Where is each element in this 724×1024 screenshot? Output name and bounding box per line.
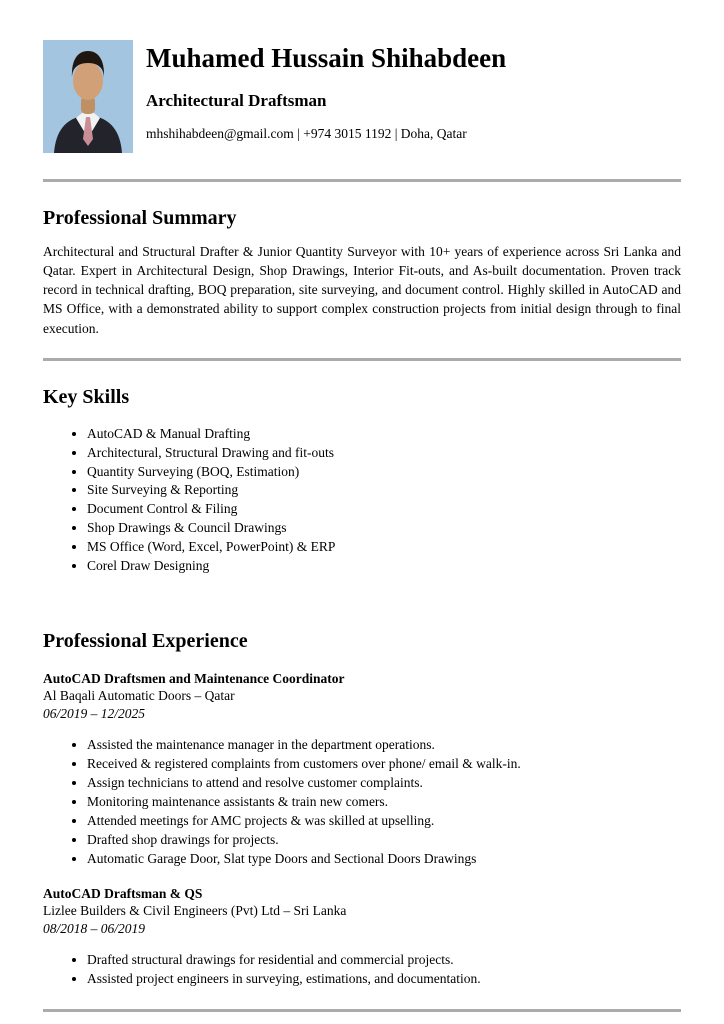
job-company: Lizlee Builders & Civil Engineers (Pvt) Ltd – Sri Lanka [43, 903, 347, 919]
job-title: AutoCAD Draftsmen and Maintenance Coordinator [43, 670, 345, 686]
job-bullet: • Automatic Garage Door, Slat type Doors and Sectional Doors Drawings [87, 851, 681, 868]
job-title: AutoCAD Draftsman & QS [43, 885, 203, 901]
summary-text: Architectural and Structural Drafter & Junior Quantity Surveyor with 10+ years of experience across Sri Lanka and Qatar. Expert in Architectural Design, Shop Drawings, Interior Fit-outs, and As-built documentation. Proven track record in technical drafting, BOQ preparation, site surveying, and document control. Highly skilled in AutoCAD and MS Office, with a demonstrated ability to support complex construction projects from initial design through to final execution. [43, 244, 681, 336]
header-text [146, 40, 506, 142]
skill-item: • Document Control & Filing [87, 501, 681, 518]
section-divider [43, 358, 681, 361]
job-dates: 08/2018 – 06/2019 [43, 920, 146, 936]
job-dates: 06/2019 – 12/2025 [43, 705, 146, 721]
job-bullet-list [43, 952, 681, 988]
job-bullet: • Received & registered complaints from customers over phone/ email & walk-in. [87, 756, 681, 773]
skill-item: • Shop Drawings & Council Drawings [87, 520, 681, 537]
job-bullet: • Assign technicians to attend and resolve customer complaints. [87, 775, 681, 792]
skill-item: • AutoCAD & Manual Drafting [87, 426, 681, 443]
job-company: Al Baqali Automatic Doors – Qatar [43, 688, 235, 704]
resume-header [43, 40, 681, 153]
skills-list [43, 426, 681, 575]
job-bullet: • Assisted the maintenance manager in the department operations. [87, 737, 681, 754]
job-bullet: • Drafted shop drawings for projects. [87, 832, 681, 849]
profile-photo [43, 40, 133, 153]
experience-heading: Professional Experience [43, 629, 248, 652]
person-name: Muhamed Hussain Shihabdeen [146, 43, 507, 73]
section-divider [43, 179, 681, 182]
summary-heading: Professional Summary [43, 207, 237, 229]
skill-item: • Site Surveying & Reporting [87, 482, 681, 499]
job-bullet: • Drafted structural drawings for residential and commercial projects. [87, 952, 681, 969]
job-bullet: • Attended meetings for AMC projects & was skilled at upselling. [87, 813, 681, 830]
job-entry [43, 885, 681, 988]
job-bullet: • Monitoring maintenance assistants & train new comers. [87, 794, 681, 811]
job-bullet-list [43, 737, 681, 867]
skills-heading: Key Skills [43, 385, 130, 408]
skill-item: • Corel Draw Designing [87, 558, 681, 575]
job-bullet: • Assisted project engineers in surveying, estimations, and documentation. [87, 971, 681, 988]
page-bottom-divider [43, 1009, 681, 1012]
skill-item: • MS Office (Word, Excel, PowerPoint) & ERP [87, 539, 681, 556]
skill-item: • Architectural, Structural Drawing and fit-outs [87, 445, 681, 462]
contact-line: mhshihabdeen@gmail.com | +974 3015 1192 | Doha, Qatar [146, 125, 467, 141]
job-entry [43, 670, 681, 868]
skill-item: • Quantity Surveying (BOQ, Estimation) [87, 464, 681, 481]
person-title: Architectural Draftsman [146, 90, 327, 110]
